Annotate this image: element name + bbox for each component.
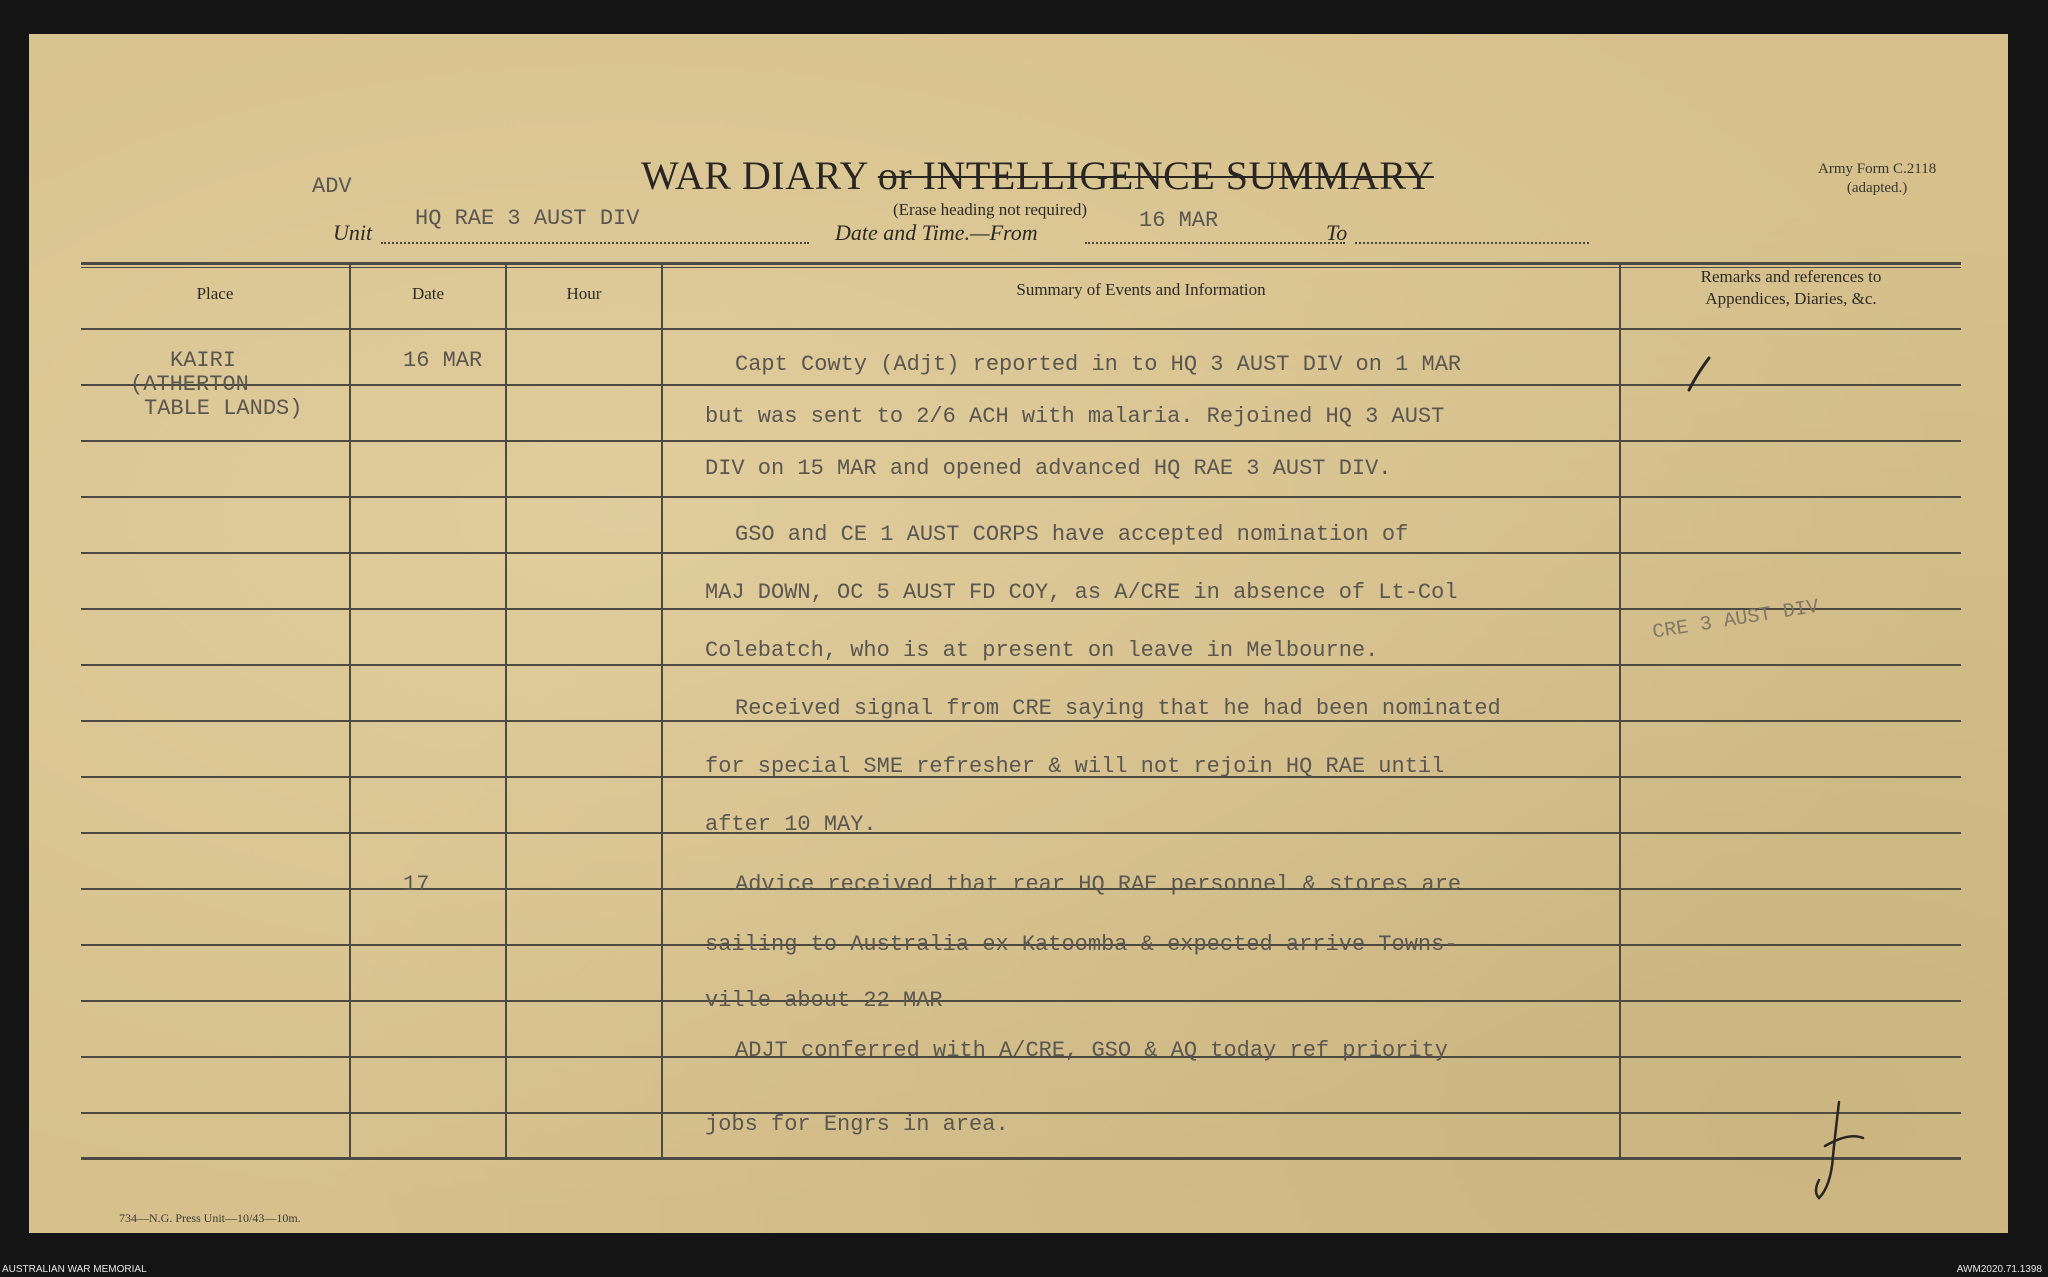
war-diary-sheet <box>29 34 2008 1233</box>
printer-imprint: 734—N.G. Press Unit—10/43—10m. <box>119 1211 301 1225</box>
cre-stamp: CRE 3 AUST DIV <box>1651 595 1821 645</box>
unit-label: Unit <box>333 220 373 245</box>
row-rule <box>81 496 1961 498</box>
summary-line: for special SME refresher & will not rejoin HQ RAE until <box>705 754 1445 779</box>
column-divider-place-date <box>349 265 351 1157</box>
summary-line: ADJT conferred with A/CRE, GSO & AQ today ref priority <box>735 1038 1448 1063</box>
date-to-dotted-line <box>1355 242 1589 244</box>
row-rule <box>81 832 1961 834</box>
table-top-rule <box>81 262 1961 265</box>
page-title <box>641 152 1434 199</box>
unit-dotted-line <box>381 242 809 244</box>
row-rule <box>81 328 1961 330</box>
column-header-remarks-line2: Appendices, Diaries, &c. <box>1705 289 1877 308</box>
column-header-place: Place <box>196 284 234 303</box>
column-header-date: Date <box>411 284 445 303</box>
summary-line: ville about 22 MAR <box>705 988 943 1013</box>
to-label: To <box>1326 220 1348 245</box>
army-form-label <box>1818 160 1936 198</box>
column-header-remarks <box>1621 266 1961 310</box>
row-rule <box>81 608 1961 610</box>
date-16-mar: 16 MAR <box>403 348 483 373</box>
archive-caption-right: AWM2020.71.1398 <box>1956 1264 2042 1275</box>
army-form-number: Army Form C.2118 <box>1818 161 1937 177</box>
date-time-label: Date and Time.—From <box>835 220 1038 245</box>
title-war-diary: WAR DIARY <box>641 153 868 198</box>
row-rule <box>81 552 1961 554</box>
date-from-dotted-line <box>1085 242 1345 244</box>
row-rule <box>81 1000 1961 1002</box>
column-header-remarks-line1: Remarks and references to <box>1700 267 1882 286</box>
summary-line: jobs for Engrs in area. <box>705 1112 1009 1137</box>
title-struck-intelligence-summary: or INTELLIGENCE SUMMARY <box>877 153 1434 198</box>
column-divider-date-hour <box>505 265 507 1157</box>
row-rule <box>81 440 1961 442</box>
place-kairi: KAIRI <box>170 348 237 373</box>
date-from-value: 16 MAR <box>1139 208 1219 233</box>
place-table-lands: TABLE LANDS) <box>144 396 303 421</box>
summary-line: Capt Cowty (Adjt) reported in to HQ 3 AUST DIV on 1 MAR <box>735 352 1462 377</box>
summary-line: DIV on 15 MAR and opened advanced HQ RAE 3 AUST DIV. <box>705 456 1392 481</box>
summary-line: but was sent to 2/6 ACH with malaria. Rejoined HQ 3 AUST <box>705 404 1445 429</box>
summary-line: Colebatch, who is at present on leave in Melbourne. <box>705 638 1379 663</box>
initials-signature-icon <box>1805 1096 1875 1206</box>
army-form-adapted: (adapted.) <box>1846 180 1908 196</box>
table-bottom-rule <box>81 1157 1961 1160</box>
summary-line: Received signal from CRE saying that he had been nominated <box>735 696 1501 721</box>
summary-line: GSO and CE 1 AUST CORPS have accepted nomination of <box>735 522 1409 547</box>
summary-line: Advice received that rear HQ RAE personnel & stores are <box>735 872 1462 897</box>
column-header-hour: Hour <box>566 284 602 303</box>
place-atherton: (ATHERTON <box>130 372 249 397</box>
column-divider-summary-remarks <box>1619 265 1621 1157</box>
check-mark-icon <box>1683 354 1723 394</box>
column-header-summary: Summary of Events and Information <box>1016 280 1266 299</box>
unit-value: HQ RAE 3 AUST DIV <box>415 206 640 231</box>
column-divider-hour-summary <box>661 265 663 1157</box>
erase-note: (Erase heading not required) <box>893 200 1087 219</box>
archive-caption-left: AUSTRALIAN WAR MEMORIAL <box>2 1264 147 1275</box>
row-rule <box>81 664 1961 666</box>
summary-line: sailing to Australia ex Katoomba & expected arrive Towns- <box>705 932 1458 957</box>
date-17: 17 <box>403 872 430 897</box>
row-rule <box>81 384 1961 386</box>
summary-line: MAJ DOWN, OC 5 AUST FD COY, as A/CRE in absence of Lt-Col <box>705 580 1458 605</box>
summary-line: after 10 MAY. <box>705 812 877 837</box>
adv-note: ADV <box>312 174 352 199</box>
row-rule <box>81 1112 1961 1114</box>
